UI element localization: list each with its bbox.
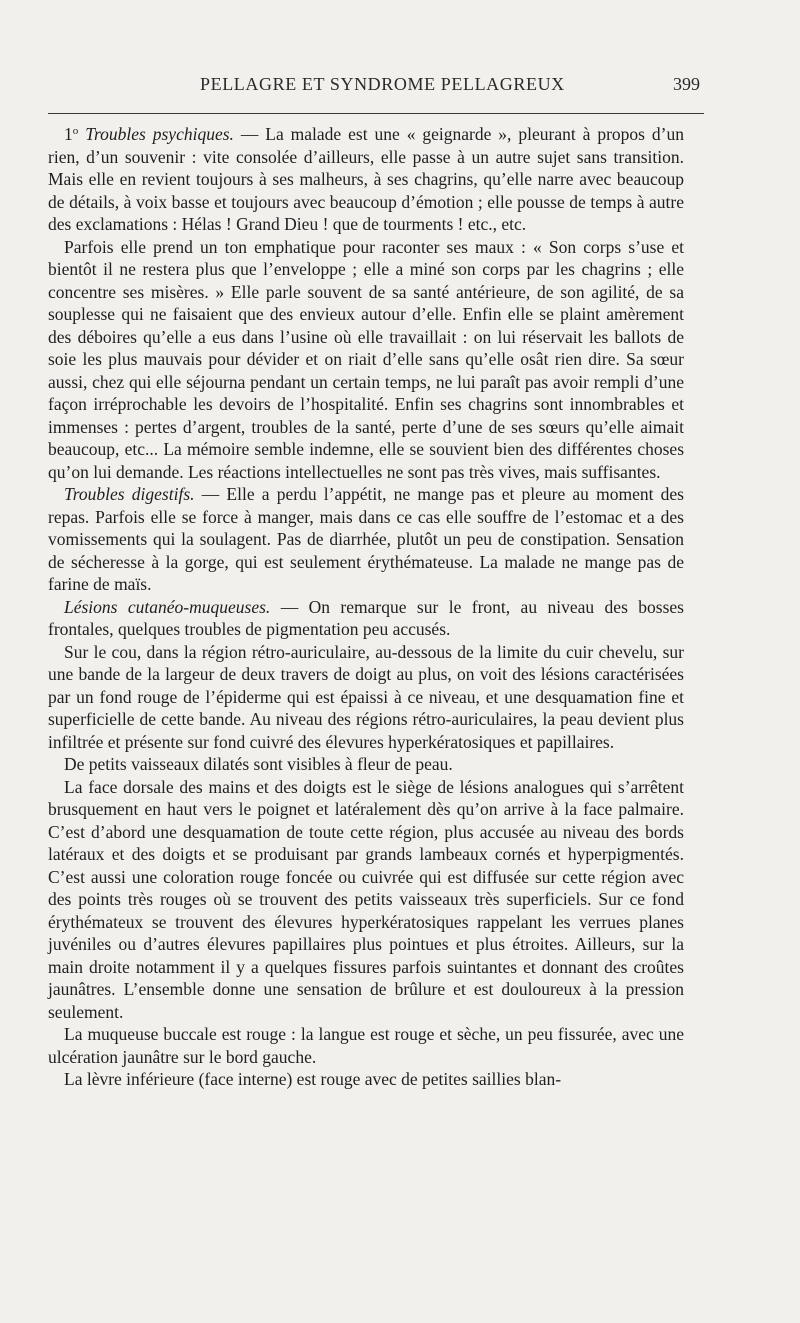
section-heading-troubles-digestifs: Troubles digestifs. bbox=[64, 484, 195, 504]
paragraph-troubles-digestifs bbox=[48, 483, 684, 596]
paragraph-text: — Elle a perdu l’appétit, ne mange pas et pleure au moment des repas. Parfois elle se force à manger, mais dans ce cas elle souffre de l’estomac et a des vomissements qui la soulagent. Pas de diarrhée, plutôt un peu de constipation. Sensation de sécheresse à la gorge, qui est seulement érythémateuse. La malade ne mange pas de farine de maïs. bbox=[48, 484, 684, 594]
paragraph-text: — La malade est une « geignarde », pleurant à propos d’un rien, d’un souvenir : vite consolée d’ailleurs, elle passe à un autre sujet sans transition. Mais elle en revient toujours à ses malheurs, à ses chagrins, qu’elle narre avec beaucoup de détails, à voix basse et toujours avec beaucoup d’émotion ; elle pousse de temps à autre des exclamations : Hélas ! Grand Dieu ! que de tourments ! etc., etc. bbox=[48, 124, 684, 234]
section-heading-lesions: Lésions cutanéo-muqueuses. bbox=[64, 596, 271, 617]
paragraph bbox=[48, 236, 684, 484]
paragraph-lesions-cutaneo-muqueuses bbox=[48, 596, 684, 641]
page-number: 399 bbox=[673, 74, 700, 94]
section-heading-troubles-psychiques: Troubles psychiques. bbox=[85, 124, 234, 144]
running-head bbox=[48, 74, 704, 102]
paragraph-troubles-psychiques bbox=[48, 120, 684, 236]
paragraph bbox=[48, 1023, 684, 1068]
paragraph-text: La lèvre inférieure (face interne) est rouge avec de petites saillies blan- bbox=[64, 1069, 562, 1089]
paragraph bbox=[48, 1068, 684, 1091]
paragraph-text: De petits vaisseaux dilatés sont visibles à fleur de peau. bbox=[64, 754, 453, 774]
paragraph bbox=[48, 641, 684, 754]
section-number: 1 bbox=[64, 124, 73, 144]
section-number-ordinal: o bbox=[72, 125, 79, 137]
paragraph bbox=[48, 753, 684, 776]
paragraph-text: — On remarque sur le front, au niveau des bosses frontales, quelques troubles de pigmentation peu accusés. bbox=[48, 596, 684, 639]
running-head-title: PELLAGRE ET SYNDROME PELLAGREUX bbox=[200, 74, 565, 94]
paragraph bbox=[48, 776, 684, 1024]
paragraph-text: Parfois elle prend un ton emphatique pour raconter ses maux : « Son corps s’use et bientôt il ne restera plus que l’enveloppe ; elle a miné son corps par les chagrins ; elle concentre ses misères. » Elle parle souvent de sa santé antérieure, de son agilité, de sa souplesse qui ne faisaient que des envieux autour d’elle. Enfin elle se plaint amèrement des déboires qu’elle a eus dans l’usine où elle travaillait : on lui réservait les ballots de soie les plus mauvais pour dévider et on riait d’elle sans qu’elle osât rien dire. Sa sœur aussi, chez qui elle séjourna pendant un certain temps, ne lui paraît pas avoir rempli d’une façon irréprochable les devoirs de l’hospitalité. Enfin ses chagrins sont innombrables et immenses : pertes d’argent, troubles de la santé, perte d’une de ses sœurs qu’elle aimait beaucoup, etc... La mémoire semble indemne, elle se souvient bien des différentes choses qu’on lui demande. Les réactions intellectuelles ne sont pas très vives, mais suffisantes. bbox=[48, 236, 684, 482]
paragraph-text: La muqueuse buccale est rouge : la langue est rouge et sèche, un peu fissurée, avec une ulcération jaunâtre sur le bord gauche. bbox=[48, 1024, 684, 1067]
header-rule bbox=[48, 113, 704, 114]
paragraph-text: Sur le cou, dans la région rétro-auriculaire, au-dessous de la limite du cuir chevelu, sur une bande de la largeur de deux travers de doigt au plus, on voit des lésions caractérisées par un fond rouge de l’épiderme qui est épaissi à ce niveau, et une desquamation fine et superficielle de cette bande. Au niveau des régions rétro-auriculaires, la peau devient plus infiltrée et présente sur fond cuivré des élevures hyperkératosiques et papillaires. bbox=[48, 641, 684, 752]
paragraph-text: La face dorsale des mains et des doigts est le siège de lésions analogues qui s’arrêtent brusquement en haut vers le poignet et latéralement dès qu’on arrive à la face palmaire. C’est d’abord une desquamation de toute cette région, plus accusée au niveau des bords latéraux et des doigts et se produisant par grands lambeaux cornés et hyperpigmentés. C’est aussi une coloration rouge foncée ou cuivrée qui est diffusée sur cette région avec des points très rouges où se trouvent des petits vaisseaux très superficiels. Sur ce fond érythémateux se trouvent des élevures hyperkératosiques rappelant les verrues planes juvéniles ou d’autres élevures papillaires plus pointues et plus étroites. Ailleurs, sur la main droite notamment il y a quelques fissures parfois suintantes et donnant des croûtes jaunâtres. L’ensemble donne une sensation de brûlure et est douloureux à la pression seulement. bbox=[48, 776, 684, 1022]
body-text bbox=[48, 120, 684, 1091]
